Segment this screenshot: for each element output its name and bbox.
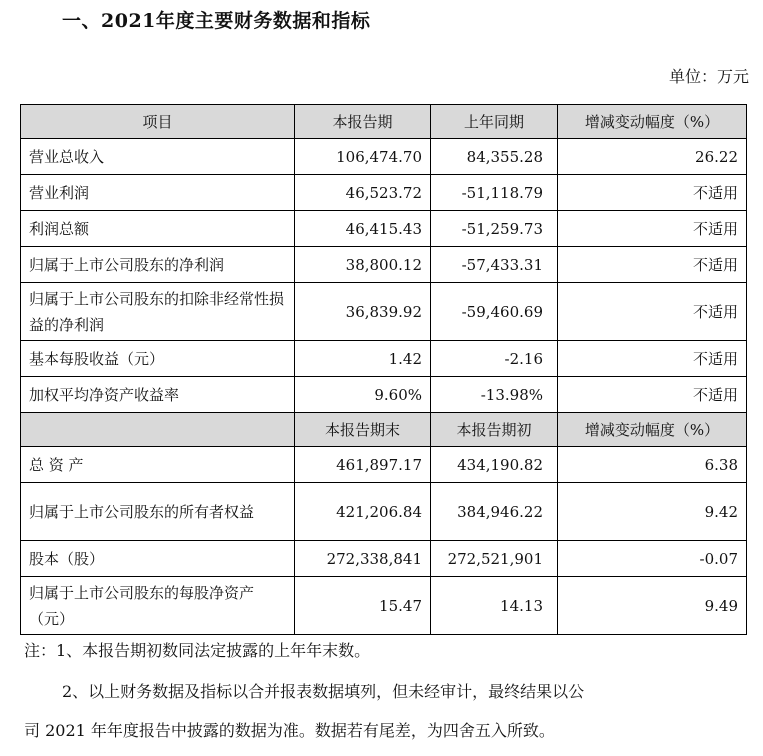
table-row [21,447,747,483]
row-label: 加权平均净资产收益率 [21,377,295,413]
row-label: 利润总额 [21,211,295,247]
table-row [21,139,747,175]
change-value: 不适用 [558,211,747,247]
row-label: 归属于上市公司股东的所有者权益 [21,483,295,541]
unit-label: 单位：万元 [668,67,749,86]
header-cell [21,413,295,447]
change-value: 不适用 [558,377,747,413]
change-value: 不适用 [558,175,747,211]
prior-value: 84,355.28 [431,139,558,175]
row-label: 基本每股收益（元） [21,341,295,377]
table-row [21,211,747,247]
prior-value: -57,433.31 [431,247,558,283]
table-row [21,377,747,413]
row-label: 营业总收入 [21,139,295,175]
header-cell: 项目 [21,105,295,139]
prior-value: -51,259.73 [431,211,558,247]
row-label: 归属于上市公司股东的每股净资产（元） [21,577,295,635]
prior-value: -51,118.79 [431,175,558,211]
period-start-value: 384,946.22 [431,483,558,541]
table-subheader-row [21,413,747,447]
current-value: 106,474.70 [295,139,431,175]
period-end-value: 461,897.17 [295,447,431,483]
prior-value: -13.98% [431,377,558,413]
current-value: 46,415.43 [295,211,431,247]
table-header-row [21,105,747,139]
table-row [21,175,747,211]
table-row [21,577,747,635]
note-line-2: 2、以上财务数据及指标以合并报表数据填列，但未经审计，最终结果以公 [62,682,585,701]
prior-value: -2.16 [431,341,558,377]
row-label: 股本（股） [21,541,295,577]
period-start-value: 272,521,901 [431,541,558,577]
change-value: 不适用 [558,283,747,341]
period-end-value: 272,338,841 [295,541,431,577]
table-row [21,247,747,283]
change-value: 9.49 [558,577,747,635]
table-row [21,541,747,577]
section-title: 一、2021年度主要财务数据和指标 [62,10,371,32]
period-start-value: 434,190.82 [431,447,558,483]
financial-data-table [20,104,747,635]
header-cell: 本报告期初 [431,413,558,447]
period-start-value: 14.13 [431,577,558,635]
period-end-value: 15.47 [295,577,431,635]
row-label: 总 资 产 [21,447,295,483]
row-label: 归属于上市公司股东的净利润 [21,247,295,283]
change-value: 9.42 [558,483,747,541]
header-cell: 上年同期 [431,105,558,139]
header-cell: 本报告期 [295,105,431,139]
current-value: 38,800.12 [295,247,431,283]
prior-value: -59,460.69 [431,283,558,341]
header-cell: 增减变动幅度（%） [558,105,747,139]
note-line-1: 注：1、本报告期初数同法定披露的上年年末数。 [24,641,371,660]
change-value: 不适用 [558,341,747,377]
row-label: 归属于上市公司股东的扣除非经常性损益的净利润 [21,283,295,341]
current-value: 36,839.92 [295,283,431,341]
period-end-value: 421,206.84 [295,483,431,541]
change-value: 26.22 [558,139,747,175]
table-row [21,283,747,341]
note-line-3: 司 2021 年年度报告中披露的数据为准。数据若有尾差，为四舍五入所致。 [24,721,555,740]
table-row [21,341,747,377]
change-value: -0.07 [558,541,747,577]
change-value: 不适用 [558,247,747,283]
row-label: 营业利润 [21,175,295,211]
current-value: 1.42 [295,341,431,377]
change-value: 6.38 [558,447,747,483]
header-cell: 本报告期末 [295,413,431,447]
current-value: 46,523.72 [295,175,431,211]
table-row [21,483,747,541]
header-cell: 增减变动幅度（%） [558,413,747,447]
current-value: 9.60% [295,377,431,413]
